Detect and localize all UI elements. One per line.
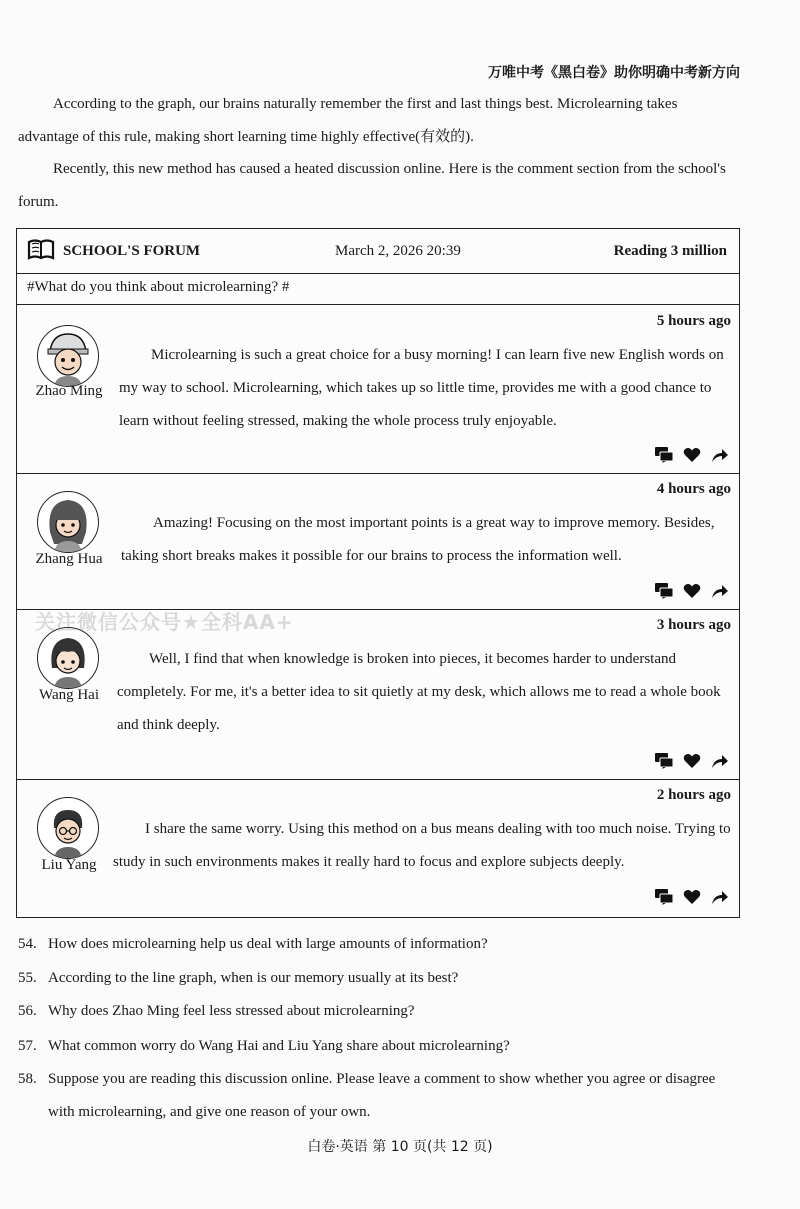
question-text: According to the line graph, when is our memory usually at its best? — [48, 970, 459, 986]
heart-icon[interactable] — [683, 753, 701, 769]
boy-cap-avatar-icon — [38, 326, 98, 386]
forum-hashtag: #What do you think about microlearning? # — [17, 273, 739, 305]
page-footer: 白卷·英语 第 10 页(共 12 页) — [307, 1139, 493, 1155]
post-actions — [655, 583, 729, 599]
forum-post — [17, 305, 739, 474]
comment-icon[interactable] — [655, 447, 673, 463]
post-time: 5 hours ago — [656, 313, 731, 329]
forum-title: SCHOOL'S FORUM — [63, 243, 201, 259]
post-time: 2 hours ago — [656, 787, 731, 803]
girl-bob-avatar-icon — [38, 628, 98, 688]
share-icon[interactable] — [711, 889, 729, 905]
post-text: Amazing! Focusing on the most important points is a great way to improve memory. Besides, taking short breaks makes it possible for our brains to process the information well. — [121, 515, 715, 564]
share-icon[interactable] — [711, 447, 729, 463]
post-actions — [655, 447, 729, 463]
share-icon[interactable] — [711, 583, 729, 599]
forum-panel — [16, 228, 740, 918]
forum-datetime: March 2, 2026 20:39 — [335, 243, 461, 259]
post-time: 4 hours ago — [656, 481, 731, 497]
question-number: 54. — [18, 936, 37, 952]
avatar — [37, 325, 99, 387]
question-number: 55. — [18, 970, 37, 986]
heart-icon[interactable] — [683, 447, 701, 463]
girl-avatar-icon — [38, 492, 98, 552]
question-text: What common worry do Wang Hai and Liu Yang share about microlearning? — [48, 1038, 510, 1054]
question-text: Why does Zhao Ming feel less stressed about microlearning? — [48, 1003, 415, 1019]
forum-reading-count: Reading 3 million — [613, 243, 727, 259]
heart-icon[interactable] — [683, 583, 701, 599]
post-actions — [655, 753, 729, 769]
watermark: 关注微信公众号★全科AA+ — [35, 610, 294, 634]
comment-icon[interactable] — [655, 889, 673, 905]
post-time: 3 hours ago — [656, 617, 731, 633]
forum-header — [17, 229, 739, 274]
book-icon — [27, 239, 55, 261]
post-text: Well, I find that when knowledge is broken into pieces, it becomes harder to understand completely. For me, it's a better idea to sit quietly at my desk, which allows me to read a whole book and think deeply. — [117, 651, 721, 733]
share-icon[interactable] — [711, 753, 729, 769]
heart-icon[interactable] — [683, 889, 701, 905]
forum-post — [17, 779, 739, 915]
question-number: 56. — [18, 1003, 37, 1019]
comment-icon[interactable] — [655, 583, 673, 599]
post-author-name: Liu Yang — [41, 857, 97, 873]
post-author-name: Zhao Ming — [35, 383, 103, 399]
post-author-name: Zhang Hua — [35, 551, 103, 567]
post-text: I share the same worry. Using this method on a bus means dealing with too much noise. Trying to study in such environments makes it really hard to focus and explore subjects deeply. — [113, 821, 731, 870]
header-slogan: 万唯中考《黑白卷》助你明确中考新方向 — [488, 65, 740, 81]
avatar — [37, 491, 99, 553]
intro-paragraph-2: Recently, this new method has caused a heated discussion online. Here is the comment section from the school's forum. — [18, 161, 726, 210]
question-text: How does microlearning help us deal with large amounts of information? — [48, 936, 488, 952]
avatar — [37, 797, 99, 859]
forum-post — [17, 473, 739, 610]
avatar — [37, 627, 99, 689]
boy-glasses-avatar-icon — [38, 798, 98, 858]
intro-paragraph-1: According to the graph, our brains naturally remember the first and last things best. Microlearning takes advantage of this rule, making short learning time highly effective(有效的). — [18, 96, 678, 145]
post-actions — [655, 889, 729, 905]
post-text: Microlearning is such a great choice for a busy morning! I can learn five new English words on my way to school. Microlearning, which takes up so little time, provides me with a good chance to learn without feeling stressed, making the whole process truly enjoyable. — [119, 347, 724, 429]
question-text: Suppose you are reading this discussion online. Please leave a comment to show whether you agree or disagree with microlearning, and give one reason of your own. — [48, 1071, 716, 1120]
comment-icon[interactable] — [655, 753, 673, 769]
post-author-name: Wang Hai — [38, 687, 100, 703]
question-number: 57. — [18, 1038, 37, 1054]
question-number: 58. — [18, 1071, 37, 1087]
